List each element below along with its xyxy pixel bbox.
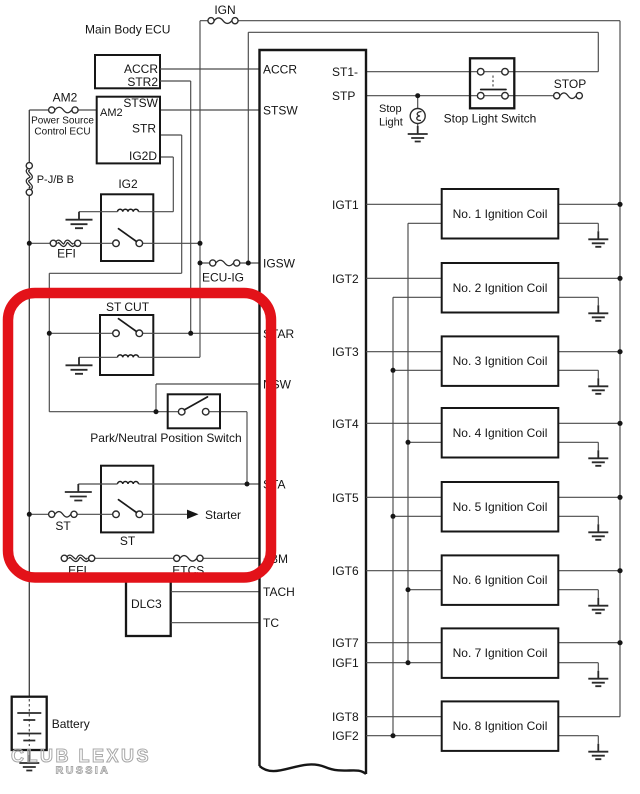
watermark-line2: RUSSIA — [55, 764, 111, 777]
st-fuse-label: ST — [55, 519, 71, 533]
top-feed-wires — [200, 21, 620, 717]
battery-label: Battery — [51, 717, 90, 731]
coil-2-label: No. 2 Ignition Coil — [452, 280, 548, 295]
stop-light-switch — [470, 58, 514, 108]
efi-fusible-link-top — [29, 240, 80, 246]
coil-3-label: No. 3 Ignition Coil — [452, 354, 548, 369]
st-cut-relay-label: ST CUT — [105, 300, 150, 314]
coil-8-ground-icon — [588, 744, 608, 760]
coil-2-ground-icon — [588, 305, 608, 321]
igf-feedback-wires — [393, 223, 408, 735]
coil-5-ground-icon — [588, 524, 608, 540]
power-source-title-1: Power Source — [31, 115, 94, 127]
am2-fuse — [49, 107, 78, 113]
main-body-ecu-pin-str2: STR2 — [127, 74, 158, 89]
ecm-pin-igt4: IGT4 — [332, 416, 359, 431]
ecm-pin-stp: STP — [332, 89, 356, 104]
st-relay-name-label: ST — [119, 534, 136, 548]
ig2-relay-label: IG2 — [118, 177, 138, 191]
power-source-pin-ig2d: IG2D — [128, 149, 157, 163]
coil-3-ground-icon — [588, 378, 608, 394]
ecm-pin-igt6: IGT6 — [332, 564, 359, 579]
stop-light-switch-label: Stop Light Switch — [443, 111, 537, 126]
coil-6-ground-icon — [588, 598, 608, 614]
power-source-pin-am2: AM2 — [100, 107, 123, 119]
ecm-pin-igt2: IGT2 — [332, 271, 359, 286]
ecm-pin-accr: ACCR — [263, 62, 298, 77]
stop-light-ground-icon — [408, 126, 428, 142]
coil-5-label: No. 5 Ignition Coil — [452, 499, 548, 514]
ign-fuse — [208, 18, 238, 24]
st-fuse — [49, 511, 77, 517]
coil-7-ground-icon — [588, 671, 608, 687]
coil-4-ground-icon — [588, 450, 608, 466]
stop-fuse — [554, 93, 583, 99]
ig2-relay — [66, 194, 201, 261]
ig2-coil-ground-icon — [66, 212, 93, 229]
coil-6-label: No. 6 Ignition Coil — [452, 573, 548, 588]
efi-link-bottom-label: EFI — [68, 563, 87, 578]
ecm-pin-igt1: IGT1 — [332, 197, 359, 212]
main-body-ecu-pin-accr: ACCR — [123, 61, 158, 76]
etcs-fuse-label: ETCS — [172, 563, 205, 578]
etcs-fuse — [174, 555, 204, 561]
coil-8-label: No. 8 Ignition Coil — [452, 719, 548, 734]
watermark-line1: CLUB LEXUS — [10, 746, 152, 766]
am2-fuse-label: AM2 — [52, 90, 78, 105]
pjb-link-label: P-J/B B — [36, 174, 74, 186]
coil-1-label: No. 1 Ignition Coil — [452, 206, 548, 221]
starter-arrow-icon — [187, 510, 199, 519]
power-source-title-2: Control ECU — [34, 126, 91, 138]
efi-link-top-label: EFI — [57, 246, 76, 261]
st-cut-coil-ground-icon — [66, 357, 93, 374]
power-source-pin-stsw: STSW — [123, 96, 158, 110]
ecm-pin-igt3: IGT3 — [332, 345, 359, 360]
coil-7-label: No. 7 Ignition Coil — [452, 646, 548, 661]
ecu-ig-fuse-label: ECU-IG — [202, 270, 244, 285]
ecm-pin-igt5: IGT5 — [332, 490, 359, 505]
ecm-pin-tc: TC — [263, 616, 279, 631]
ecm-pin-igsw: IGSW — [263, 256, 295, 271]
main-body-ecu-title: Main Body ECU — [85, 22, 171, 37]
st-relay-coil-ground-icon — [65, 484, 92, 501]
stop-light-label-1: Stop — [379, 103, 402, 115]
st-cut-relay — [49, 315, 259, 375]
efi-fusible-link-bottom — [61, 555, 95, 561]
ecm-pin-nsw: NSW — [263, 377, 291, 392]
ecm-pin-igt7: IGT7 — [332, 636, 359, 651]
ecm-pin-igf2: IGF2 — [332, 729, 359, 744]
stop-fuse-label: STOP — [553, 77, 587, 91]
stop-light-label-2: Light — [379, 116, 403, 129]
dlc3-label: DLC3 — [131, 597, 162, 611]
ecm-pin-igf1: IGF1 — [332, 656, 359, 671]
ign-fuse-label: IGN — [214, 3, 236, 17]
ecm-pin-igt8: IGT8 — [332, 710, 359, 725]
ecm-pin-star: STAR — [263, 326, 295, 341]
park-neutral-switch-label: Park/Neutral Position Switch — [90, 431, 242, 445]
ecm-pin-sta: STA — [263, 477, 286, 492]
ecm-pin-st1: ST1- — [332, 65, 359, 80]
coil-1-ground-icon — [588, 231, 608, 247]
ecm-pin-bm: +BM — [263, 551, 289, 566]
power-source-pin-str: STR — [132, 121, 156, 136]
pjb-fusible-link — [26, 163, 32, 196]
starter-label: Starter — [205, 508, 242, 522]
coil-4-label: No. 4 Ignition Coil — [452, 425, 548, 440]
ecm-pin-stsw: STSW — [263, 103, 298, 118]
ecm-pin-tach: TACH — [263, 585, 295, 600]
